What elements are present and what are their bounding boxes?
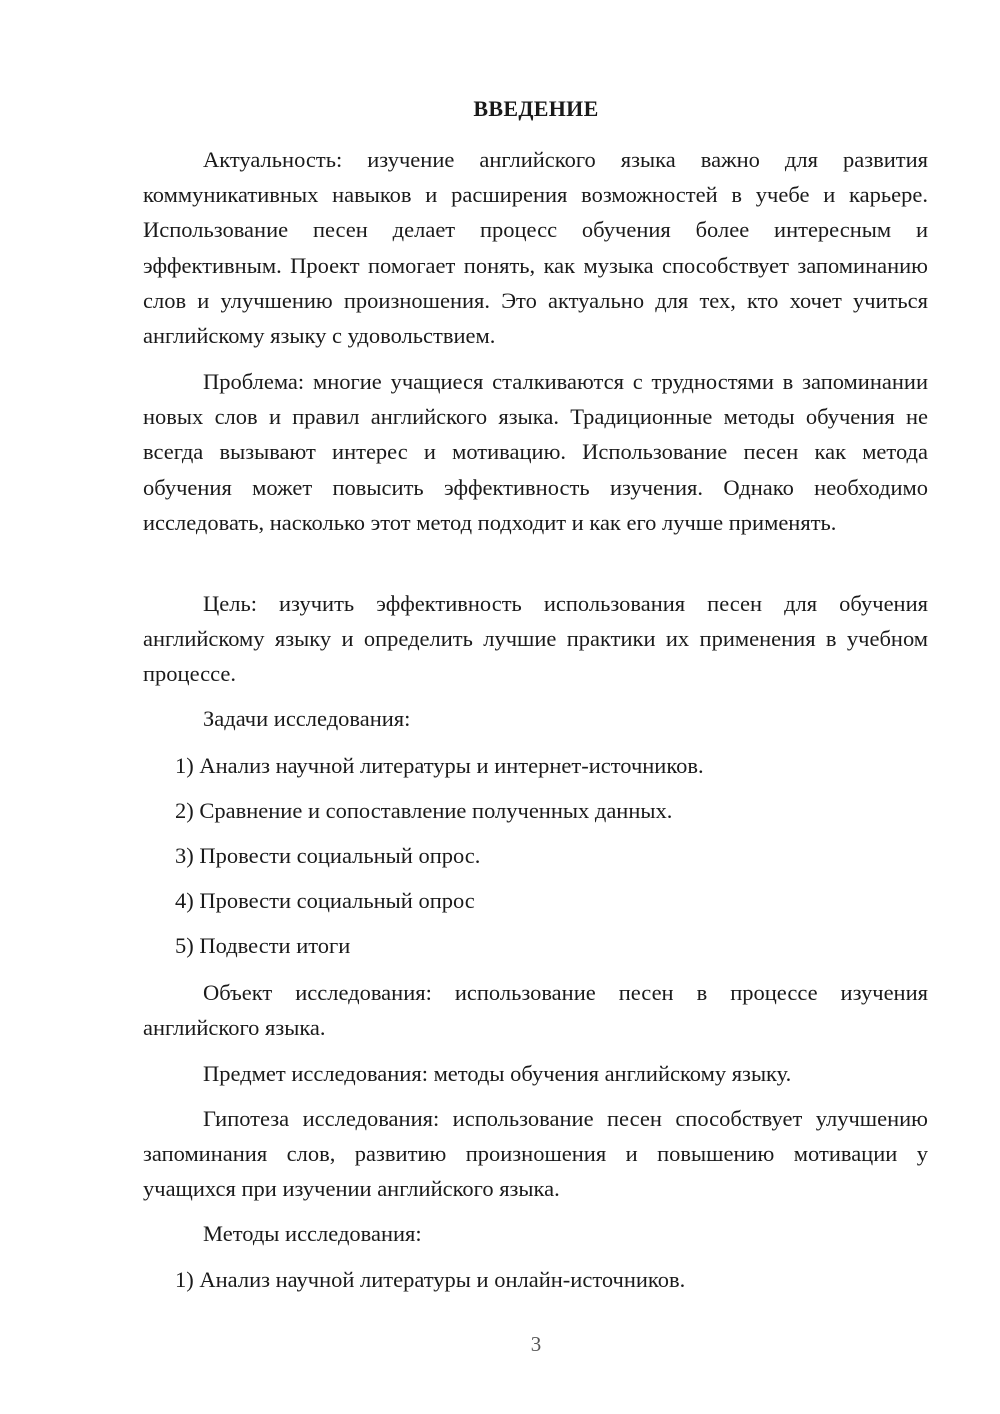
task-item: 2) Сравнение и сопоставление полученных данных. [175,798,673,823]
task-item: 4) Провести социальный опрос [175,888,475,913]
subject-paragraph: Предмет исследования: методы обучения английскому языку. [203,1061,792,1086]
section-heading: ВВЕДЕНИЕ [473,96,599,121]
tasks-title: Задачи исследования: [203,706,411,731]
page-number: 3 [530,1332,542,1356]
object-paragraph: Объект исследования: использование песен в процессе изучения английского языка. [143,980,928,1041]
goal-paragraph: Цель: изучить эффективность использования песен для обучения английскому языку и определить лучшие практики их применения в учебном процессе. [143,591,928,687]
task-item: 1) Анализ научной литературы и интернет-источников. [175,753,704,778]
relevance-paragraph: Актуальность: изучение английского языка важно для развития коммуникативных навыков и расширения возможностей в учебе и карьере. Использование песен делает процесс обучения более интересным и эффективным. Проект помогает понять, как музыка способствует запоминанию слов и улучшению произношения. Это актуально для тех, кто хочет учиться английскому языку с удовольствием. [143,147,928,349]
methods-title: Методы исследования: [203,1221,422,1246]
problem-paragraph: Проблема: многие учащиеся сталкиваются с трудностями в запоминании новых слов и правил английского языка. Традиционные методы обучения не всегда вызывают интерес и мотивацию. Использование песен как метода обучения может повысить эффективность изучения. Однако необходимо исследовать, насколько этот метод подходит и как его лучше применять. [143,369,928,535]
task-item: 5) Подвести итоги [175,933,351,958]
hypothesis-paragraph: Гипотеза исследования: использование песен способствует улучшению запоминания слов, развитию произношения и повышению мотивации у учащихся при изучении английского языка. [143,1106,928,1202]
method-item: 1) Анализ научной литературы и онлайн-источников. [175,1267,686,1292]
task-item: 3) Провести социальный опрос. [175,843,481,868]
